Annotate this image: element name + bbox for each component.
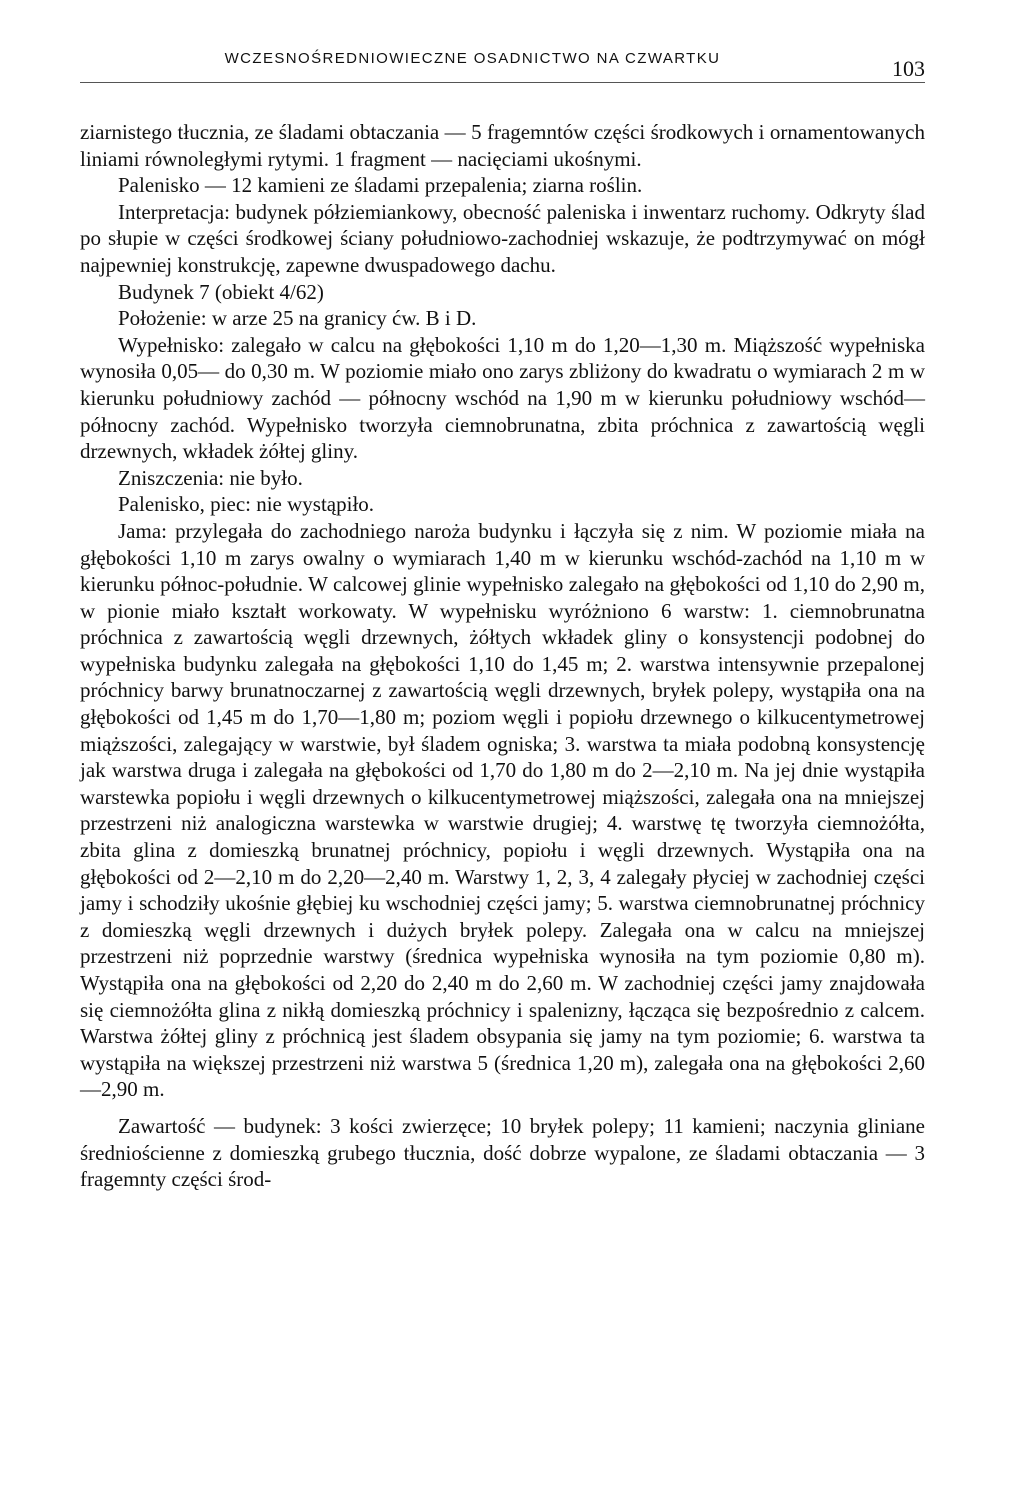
paragraph-building-heading: Budynek 7 (obiekt 4/62) <box>118 279 324 304</box>
paragraph-damage: Zniszczenia: nie było. <box>118 465 303 490</box>
running-title: WCZESNOŚREDNIOWIECZNE OSADNICTWO NA CZWARTKU <box>224 50 721 67</box>
page-number: 103 <box>892 56 925 81</box>
paragraph-location: Położenie: w arze 25 na granicy ćw. B i D. <box>118 306 477 331</box>
page <box>80 40 925 1193</box>
paragraph-continuation: ziarnistego tłucznia, ze śladami obtaczania — 5 fragemntów części środkowych i ornamentowanych liniami równoległymi rytymi. 1 fragment — nacięciami ukośnymi. <box>80 120 925 171</box>
paragraph-hearth: Palenisko — 12 kamieni ze śladami przepalenia; ziarna roślin. <box>118 173 643 198</box>
paragraph-pit: Jama: przylegała do zachodniego naroża budynku i łączyła się z nim. W poziomie miała na głębokości 1,10 m zarys owalny o wymiarach 1,40 m w kierunku wschód-zachód na 1,10 m w kierunku północ-południe. W calcowej glinie wypełnisko zalegało na głębokości od 1,10 do 2,90 m, w pionie miało kształt workowaty. W wypełnisku wyróżniono 6 warstw: 1. ciemnobrunatna próchnica z zawartością węgli drzewnych, żółtych wkładek gliny o konsystencji podobnej do wypełniska budynku zalegała na głębokości 1,10 do 1,45 m; 2. warstwa intensywnie przepalonej próchnicy barwy brunatnoczarnej z zawartością węgli drzewnych, bryłek polepy, wystąpiła ona na głębokości od 1,45 m do 1,70—1,80 m; poziom węgli i popiołu drzewnego o kilkucentymetrowej miąższości, zalegający w warstwie, był śladem ogniska; 3. warstwa ta miała podobną konsystencję jak warstwa druga i zalegała na głębokości od 1,70 do 1,80 m do 2—2,10 m. Na jej dnie wystąpiła warstewka popiołu i węgli drzewnych o kilkucentymetrowej miąższości, zalegała ona na mniejszej przestrzeni niż analogiczna warstewka w warstwie drugiej; 4. warstwę tę tworzyła ciemnożółta, zbita glina z domieszką brunatnej próchnicy, popiołu i węgli drzewnych. Wystąpiła ona na głębokości od 2—2,10 m do 2,20—2,40 m. Warstwy 1, 2, 3, 4 zalegały płyciej w zachodniej części jamy i schodziły ukośnie głębiej ku wschodniej części jamy; 5. warstwa ciemnobrunatnej próchnicy z domieszką węgli drzewnych i dużych bryłek polepy. Zalegała ona w calcu na mniejszej przestrzeni niż poprzednie warstwy (średnica wypełniska wynosiła na tym poziomie 0,80 m). Wystąpiła ona na głębokości od 2,20 do 2,40 m do 2,60 m. W zachodniej części jamy znajdowała się ciemnożółta glina z nikłą domieszką próchnicy i spalenizny, łącząca się bezpośrednio z calcem. Warstwa żółtej gliny z próchnicą jest śladem obsypania się jamy na tym poziomie; 6. warstwa ta wystąpiła na większej przestrzeni niż warstwa 5 (średnica 1,20 m), zalegała ona na głębokości 2,60—2,90 m. <box>80 518 925 1102</box>
running-header <box>80 40 925 83</box>
paragraph-contents: Zawartość — budynek: 3 kości zwierzęce; 10 bryłek polepy; 11 kamieni; naczynia gliniane średniościenne z domieszką grubego tłucznia, dość dobrze wypalone, ze śladami obtaczania — 3 fragemnty części środ- <box>80 1113 925 1192</box>
paragraph-interpretation: Interpretacja: budynek półziemiankowy, obecność paleniska i inwentarz ruchomy. Odkryty ślad po słupie w części środkowej ściany południowo-zachodniej wskazuje, że podtrzymywać on mógł najpewniej konstrukcję, zapewne dwuspadowego dachu. <box>80 199 925 277</box>
paragraph-oven: Palenisko, piec: nie wystąpiło. <box>118 492 375 517</box>
paragraph-fill: Wypełnisko: zalegało w calcu na głębokości 1,10 m do 1,20—1,30 m. Miąższość wypełniska wynosiła 0,05— do 0,30 m. W poziomie miało ono zarys zbliżony do kwadratu o wymiarach 2 m w kierunku południowy zachód — północny wschód na 1,90 m w kierunku południowy wschód—północny zachód. Wypełnisko tworzyła ciemnobrunatna, zbita próchnica z zawartością węgli drzewnych, wkładek żółtej gliny. <box>80 332 925 464</box>
body-text <box>80 119 925 1193</box>
